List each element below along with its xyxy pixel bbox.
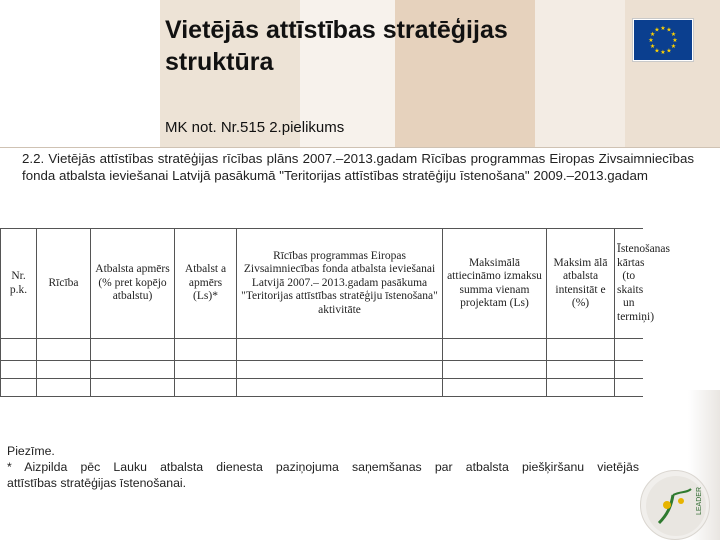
- table-cell: [37, 379, 91, 397]
- slide-title: Vietējās attīstības stratēģijas struktūra: [165, 16, 508, 76]
- star-icon: ★: [654, 48, 660, 55]
- footnote-text: * Aizpilda pēc Lauku atbalsta dienesta paziņojuma saņemšanas par atbalsta piešķiršanu vietējās: [7, 460, 639, 474]
- section-heading: 2.2. Vietējās attīstības stratēģijas rīcības plāns 2007.–2013.gadam Rīcības programmas Eiropas Zivsaimniecības fonda atbalsta ieviešanai Latvijā pasākumā "Teritorijas attīstības stratēģiju īstenošana" 2009.–2013.gadam: [22, 151, 694, 183]
- star-icon: ★: [670, 32, 677, 38]
- header-cell: Īstenošanas kārtas (to skaits un termiņi): [615, 229, 643, 339]
- table-cell: [1, 379, 37, 397]
- table-cell: [175, 379, 237, 397]
- star-icon: ★: [670, 44, 677, 50]
- table-row: [1, 379, 643, 397]
- header-cell: Maksimālā attiecināmo izmaksu summa vienam projektam (Ls): [443, 229, 547, 339]
- table-cell: [91, 379, 175, 397]
- table-cell: [547, 361, 615, 379]
- table-cell: [615, 379, 643, 397]
- table-cell: [547, 339, 615, 361]
- star-icon: ★: [660, 50, 666, 56]
- table-cell: [237, 379, 443, 397]
- table-cell: [1, 339, 37, 361]
- table-cell: [37, 361, 91, 379]
- table-cell: [175, 361, 237, 379]
- table-header-row: [1, 229, 643, 339]
- table-cell: [547, 379, 615, 397]
- header-cell: Nr. p.k.: [1, 229, 37, 339]
- table-cell: [91, 339, 175, 361]
- table-cell: [237, 361, 443, 379]
- header-cell: Atbalst a apmērs (Ls)*: [175, 229, 237, 339]
- footnote-label: Piezīme.: [7, 444, 55, 458]
- star-icon: ★: [660, 26, 666, 32]
- table-cell: [37, 339, 91, 361]
- header-divider: [0, 147, 720, 148]
- svg-text:LEADER: LEADER: [696, 486, 703, 515]
- star-icon: ★: [672, 38, 678, 44]
- header-cell: Rīcība: [37, 229, 91, 339]
- table-row: [1, 339, 643, 361]
- table-cell: [237, 339, 443, 361]
- table-cell: [1, 361, 37, 379]
- table-cell: [175, 339, 237, 361]
- star-icon: ★: [666, 27, 672, 34]
- header-cell: Maksim ālā atbalsta intensitāt e (%): [547, 229, 615, 339]
- slide-subtitle: MK not. Nr.515 2.pielikums: [165, 119, 345, 136]
- star-icon: ★: [649, 44, 656, 50]
- table-row: [1, 361, 643, 379]
- table-cell: [615, 339, 643, 361]
- table-cell: [443, 379, 547, 397]
- leader-logo-icon: [640, 470, 710, 540]
- star-icon: ★: [654, 27, 660, 34]
- table-cell: [443, 339, 547, 361]
- footnote-text: attīstības stratēģijas īstenošanai.: [7, 476, 187, 490]
- header-cell: Rīcības programmas Eiropas Zivsaimniecības fonda atbalsta ieviešanai Latvijā 2007.– 2013.gadam pasākuma "Teritorijas attīstības stratēģiju īstenošana" aktivitāte: [237, 229, 443, 339]
- star-icon: ★: [649, 32, 656, 38]
- action-plan-table: [0, 228, 671, 397]
- table-cell: [443, 361, 547, 379]
- star-icon: ★: [666, 48, 672, 55]
- table-cell: [91, 361, 175, 379]
- footnote: [7, 443, 639, 491]
- star-icon: ★: [648, 38, 654, 44]
- header-band: [0, 0, 160, 148]
- header-cell: Atbalsta apmērs (% pret kopējo atbalstu): [91, 229, 175, 339]
- table-cell: [615, 361, 643, 379]
- eu-flag-icon: [633, 19, 693, 61]
